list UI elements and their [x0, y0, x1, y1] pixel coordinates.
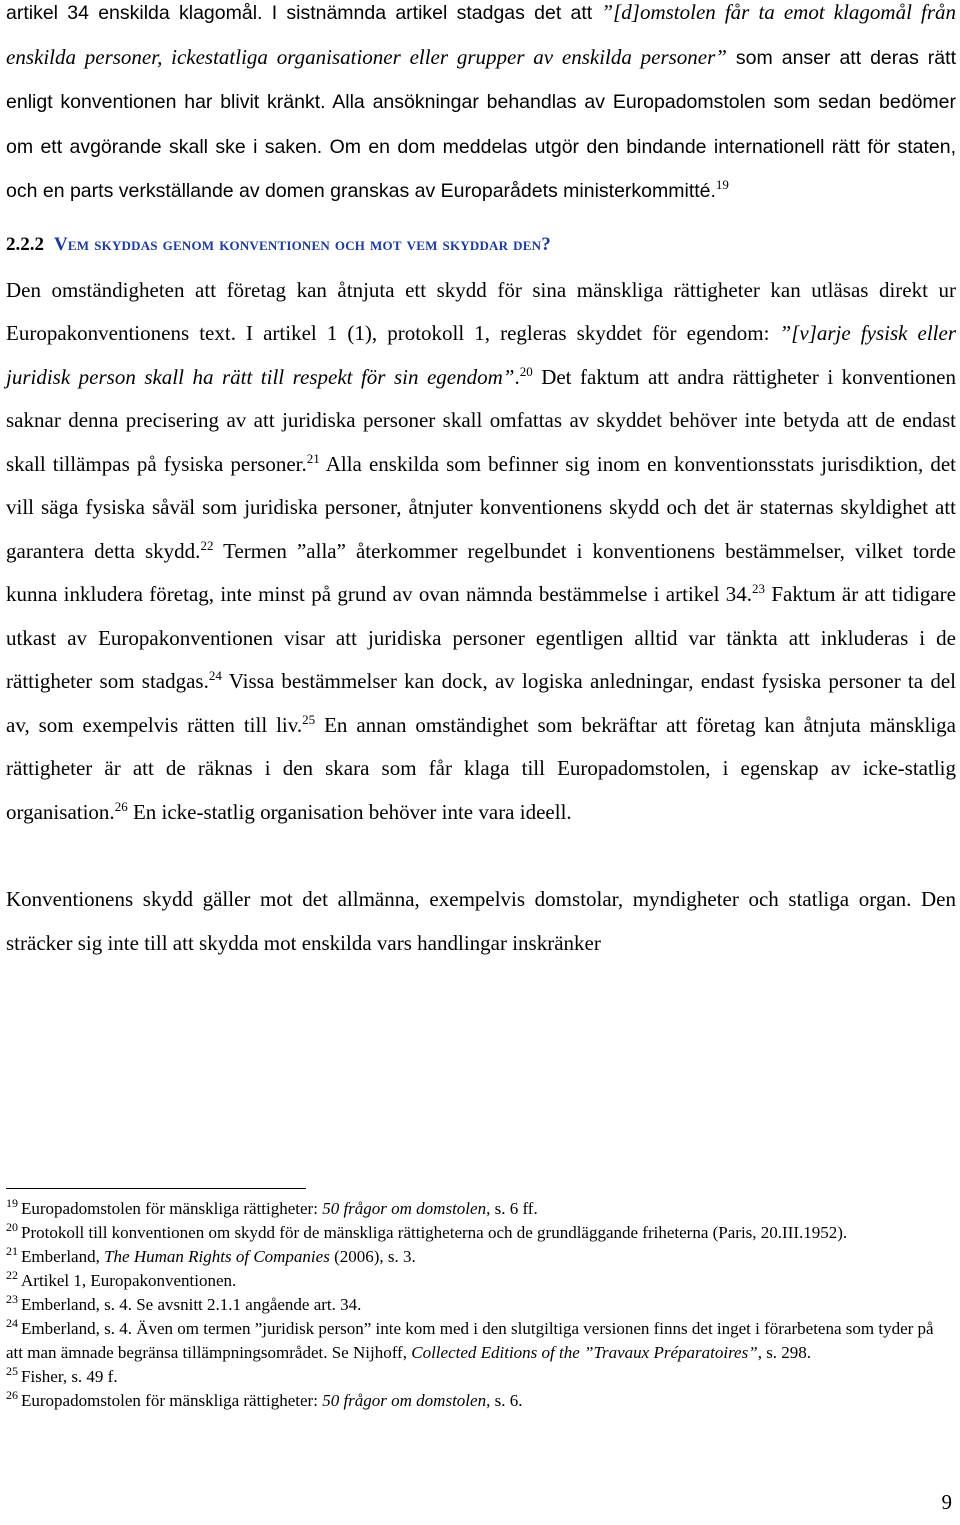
text-run: artikel 34 enskilda klagomål. I sistnämnda artikel stadgas det att — [6, 2, 602, 24]
footnote-title: Collected Editions of the ”Travaux Préparatoires” — [411, 1343, 758, 1362]
footnote-title: 50 frågor om domstolen — [322, 1391, 487, 1410]
footnote-title: The Human Rights of Companies — [104, 1247, 330, 1266]
footnote-ref-19[interactable]: 19 — [715, 177, 729, 192]
text-run: som anser att deras rätt enligt konventionen har blivit kränkt. Alla ansökningar behandlas av Europadomstolen som sedan bedömer om ett avgörande skall ske i saken. Om en dom meddelas utgör den bindande internationell rätt för staten, och en parts verkställande av domen granskas av Europarådets ministerkommitté. — [6, 46, 956, 202]
footnote-item — [6, 1389, 936, 1413]
footnote-text: Artikel 1, Europakonventionen. — [21, 1271, 237, 1290]
footnote-ref-26[interactable]: 26 — [114, 798, 128, 814]
text-run: . — [514, 364, 520, 389]
footnote-list — [6, 1197, 936, 1413]
footnote-text: Fisher, s. 49 f. — [21, 1367, 118, 1386]
text-run: Termen ”alla” återkommer regelbundet i konventionens bestämmelser, vilket torde kunna inkludera företag, inte minst på grund av ovan nämnda bestämmelse i artikel 34. — [6, 538, 956, 606]
footnote-number: 24 — [6, 1316, 18, 1331]
footnote-ref-21[interactable]: 21 — [306, 450, 320, 466]
section-number: 2.2.2 — [6, 233, 44, 255]
footnote-number: 21 — [6, 1244, 18, 1259]
paragraph-protected-persons — [6, 269, 956, 835]
footnote-text: Emberland, s. 4. Även om termen ”juridisk person” inte kom med i den slutgiltiga versionen finns det inget i förarbetena som tyder på att man ämnade begränsa tillämpningsområdet. Se Nijhoff, — [6, 1319, 934, 1362]
text-run: Alla enskilda som befinner sig inom en konventionsstats jurisdiktion, det vill säga fysiska såväl som juridiska personer, åtnjuter konventionens skydd och det är staternas skyldighet att garantera detta skydd. — [6, 451, 957, 563]
section-title: Vem skyddas genom konventionen och mot vem skyddar den? — [54, 233, 551, 255]
footnote-text: Emberland, s. 4. Se avsnitt 2.1.1 angående art. 34. — [21, 1295, 362, 1314]
text-run: Den omständigheten att företag kan åtnjuta ett skydd för sina mänskliga rättigheter kan utläsas direkt ur Europakonventionens text. I artikel 1 (1), protokoll 1, regleras skyddet för egendom: — [6, 277, 956, 345]
text-run: Faktum är att tidigare utkast av Europakonventionen visar att juridiska personer egentligen alltid var tänkta att inkluderas i de rättigheter som stadgas. — [6, 582, 956, 693]
quote-article-34: ”[d]omstolen får ta emot klagomål från enskilda personer, ickestatliga organisationer eller grupper av enskilda personer” — [6, 0, 956, 69]
footnote-number: 20 — [6, 1220, 18, 1235]
footnote-number: 23 — [6, 1292, 18, 1307]
footnote-item — [6, 1365, 936, 1389]
footnote-item — [6, 1293, 936, 1317]
footnote-ref-22[interactable]: 22 — [200, 537, 214, 553]
footnote-item — [6, 1269, 936, 1293]
footnote-ref-23[interactable]: 23 — [752, 581, 766, 596]
footnote-ref-25[interactable]: 25 — [302, 711, 316, 727]
footnote-title: 50 frågor om domstolen — [322, 1199, 487, 1218]
footnote-item — [6, 1245, 936, 1269]
footnote-number: 19 — [6, 1196, 18, 1211]
footnote-item — [6, 1221, 936, 1245]
paragraph-protection-scope: Konventionens skydd gäller mot det allmänna, exempelvis domstolar, myndigheter och statliga organ. Den sträcker sig inte till att skydda mot enskilda vars handlingar inskränker — [6, 887, 956, 955]
text-run: En annan omständighet som bekräftar att företag kan åtnjuta mänskliga rättigheter är att de räknas i den skara som får klaga till Europadomstolen, i egenskap av icke-statlig organisation. — [6, 712, 956, 824]
footnote-ref-24[interactable]: 24 — [208, 668, 222, 683]
document-page — [6, 0, 956, 965]
section-heading — [6, 225, 956, 265]
footnote-text: Europadomstolen för mänskliga rättigheter: — [21, 1199, 323, 1218]
footnote-item — [6, 1317, 936, 1365]
footnote-ref-20[interactable]: 20 — [519, 363, 533, 379]
footnote-number: 25 — [6, 1364, 18, 1379]
footnote-text: Emberland, — [21, 1247, 105, 1266]
text-run: Det faktum att andra rättigheter i konventionen saknar denna precisering av att juridiska personer skall omfattas av skyddet behöver inte betyda att de endast skall tillämpas på fysiska personer. — [6, 364, 956, 476]
footnote-text: Protokoll till konventionen om skydd för de mänskliga rättigheterna och de grundläggande friheterna (Paris, 20.III.1952). — [21, 1223, 848, 1242]
footnote-text: (2006), s. 3. — [329, 1247, 416, 1266]
footnote-number: 22 — [6, 1268, 18, 1283]
footnote-number: 26 — [6, 1388, 18, 1403]
paragraph-article-34 — [6, 0, 956, 214]
footnote-text: , s. 6 ff. — [486, 1199, 538, 1218]
text-run: En icke-statlig organisation behöver inte vara ideell. — [127, 799, 572, 824]
page-number: 9 — [941, 1490, 952, 1514]
text-run: Vissa bestämmelser kan dock, av logiska anledningar, endast fysiska personer ta del av, som exempelvis rätten till liv. — [6, 669, 956, 737]
footnote-text: Europadomstolen för mänskliga rättigheter: — [21, 1391, 323, 1410]
footnote-separator — [6, 1188, 306, 1189]
quote-protocol-1: ”[v]arje fysisk eller juridisk person skall ha rätt till respekt för sin egendom” — [6, 321, 957, 389]
footnote-text: , s. 298. — [757, 1343, 812, 1362]
footnote-text: , s. 6. — [486, 1391, 523, 1410]
footnote-item — [6, 1197, 936, 1221]
